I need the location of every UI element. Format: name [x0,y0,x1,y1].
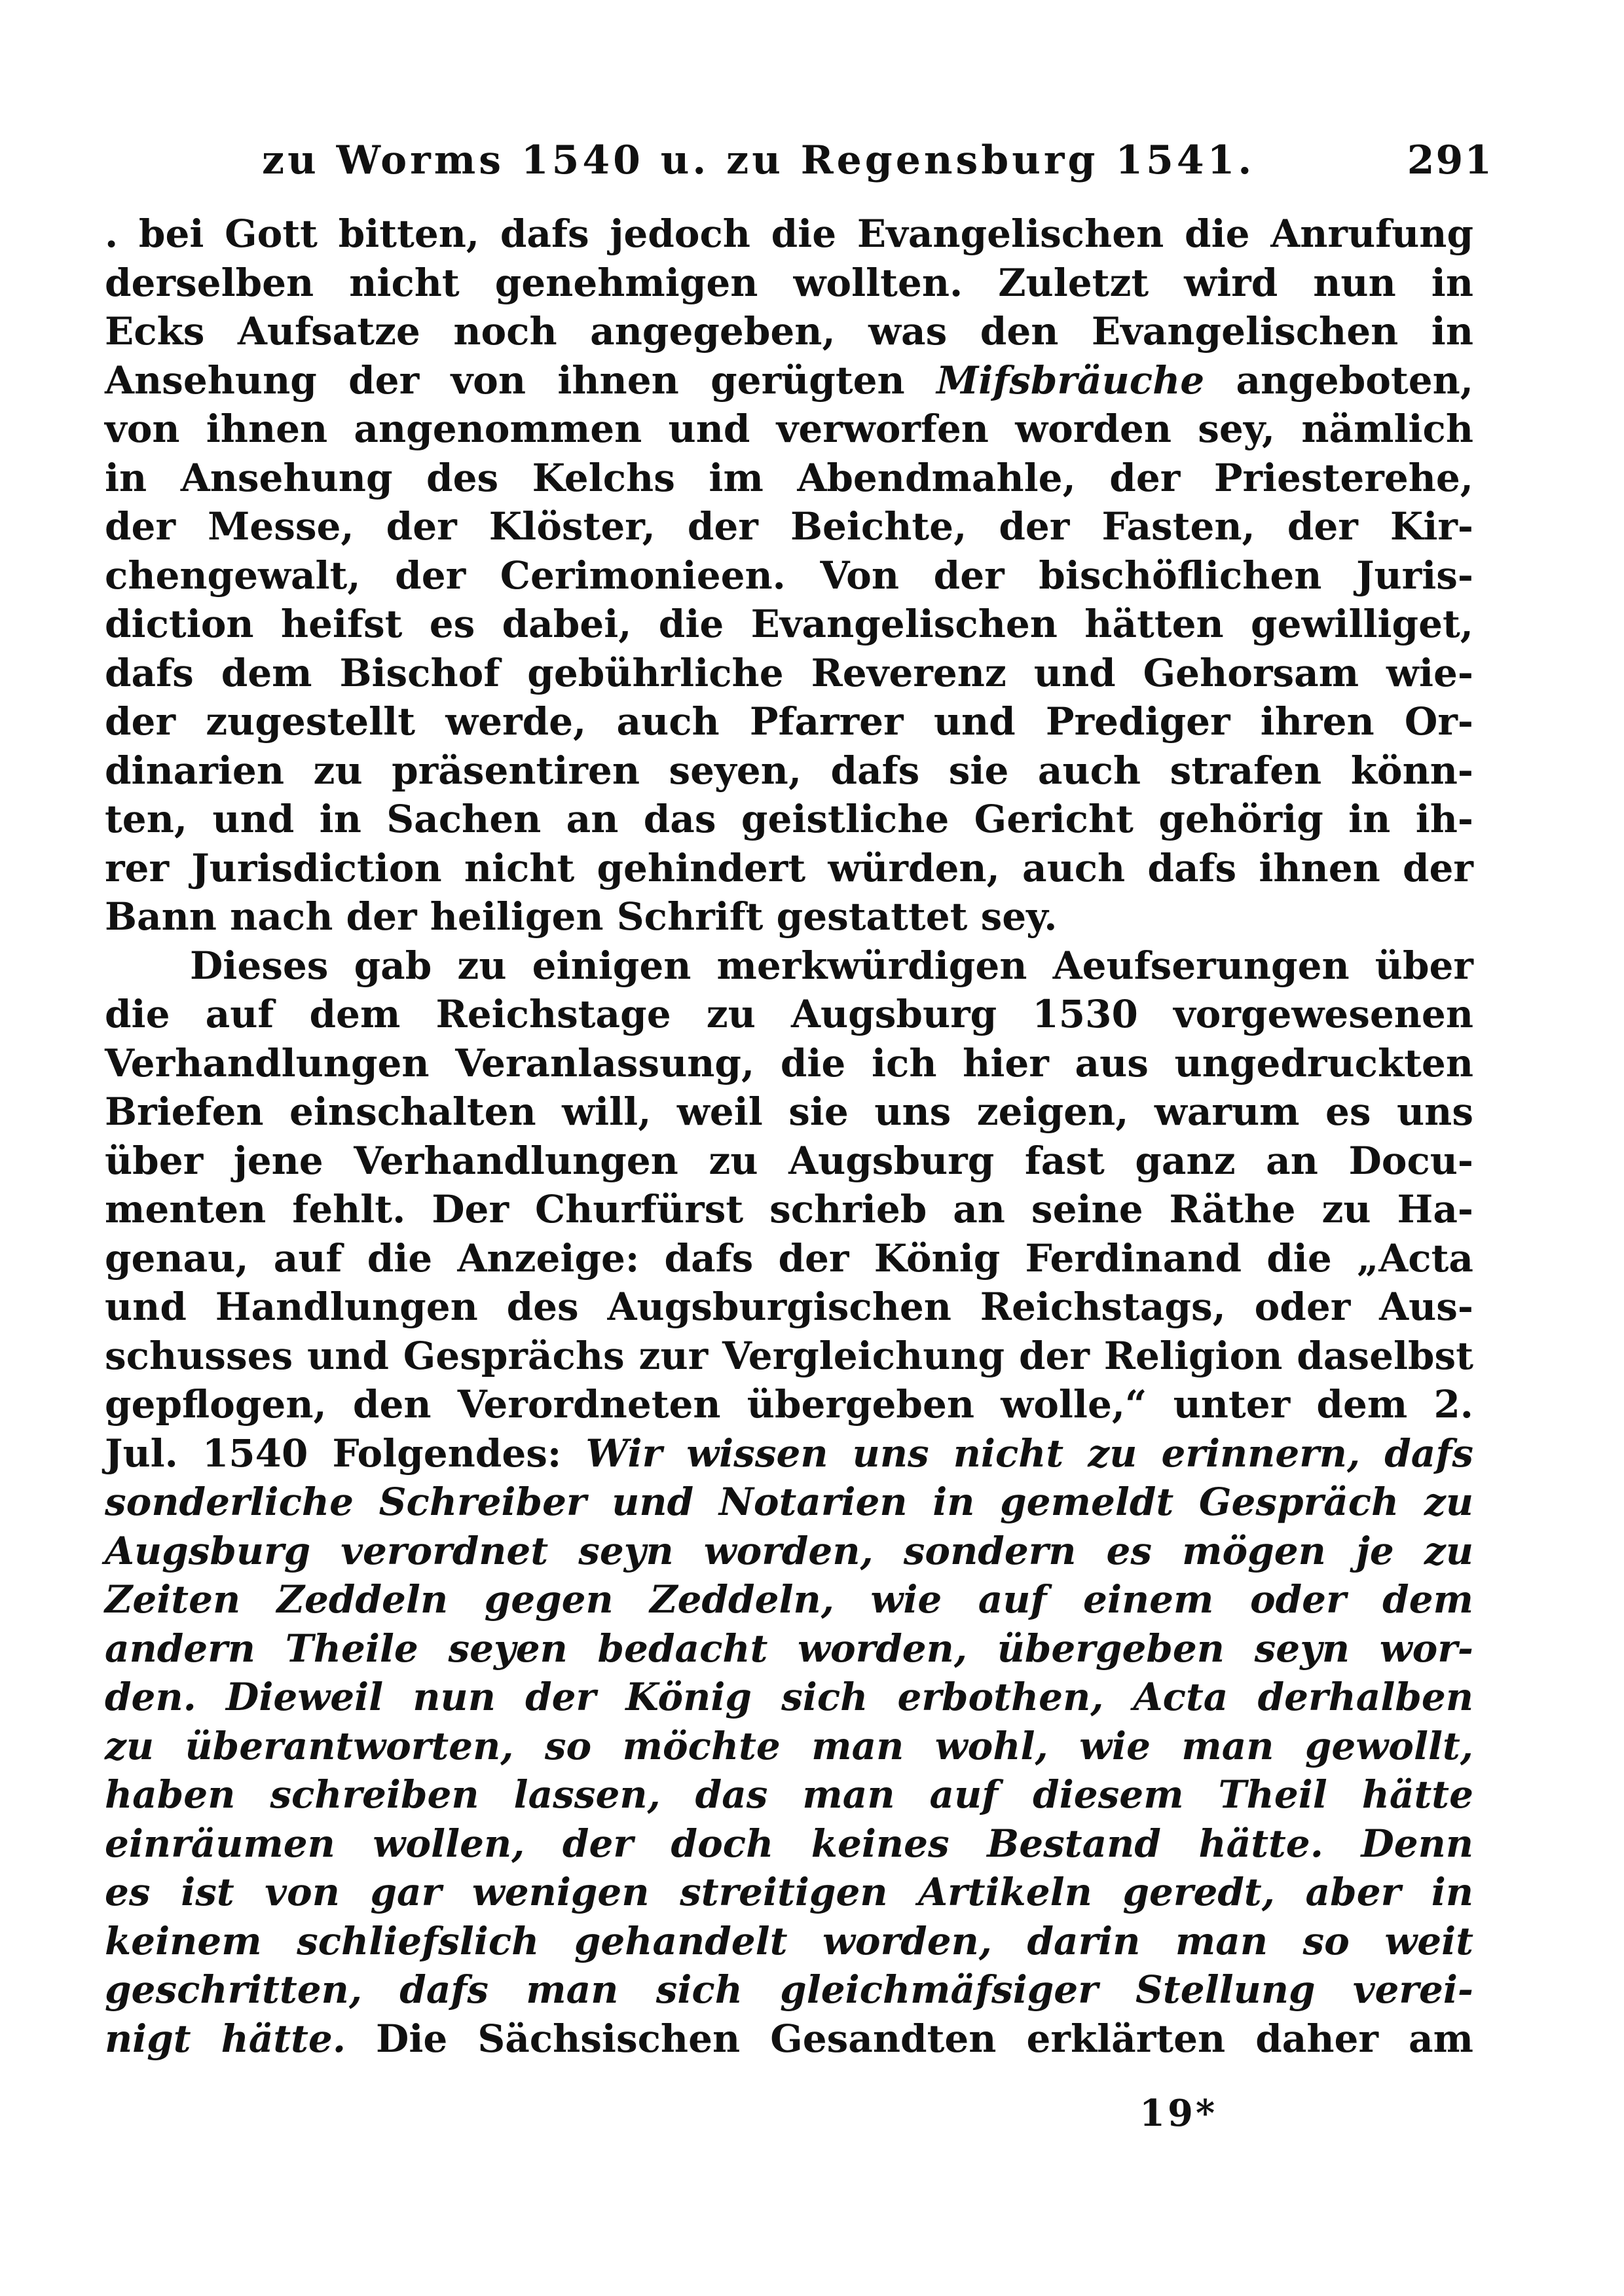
body-text [105,210,1473,2063]
text-segment: chengewalt, der Cerimonieen. Von der bischöflichen Juris- [105,553,1473,598]
text-segment: diction heifst es dabei, die Evangelischen hätten gewilliget, [105,602,1473,646]
paragraph [105,210,1473,941]
text-line [105,941,1473,991]
text-segment: . bei Gott bitten, dafs jedoch die Evangelischen die Anrufung [105,211,1473,256]
text-line [105,1429,1473,1478]
page-header [262,137,1493,196]
italic-text-segment: geschritten, dafs man sich gleichmäfsiger Stellung verei- [105,1967,1473,2012]
text-segment: menten fehlt. Der Churfürst schrieb an seine Räthe zu Ha- [105,1187,1473,1231]
text-line [105,2014,1473,2064]
italic-text-segment: Mifsbräuche [936,357,1205,403]
text-segment: schusses und Gesprächs zur Vergleichung der Religion daselbst [105,1333,1473,1378]
text-line [105,1722,1473,1771]
text-line [105,1478,1473,1527]
page-number: 291 [1407,137,1493,183]
text-line [105,1137,1473,1186]
text-line [105,697,1473,746]
text-line [105,1283,1473,1332]
text-segment: Ansehung der von ihnen gerügten [105,357,937,403]
text-segment: der zugestellt werde, auch Pfarrer und Prediger ihren Or- [105,699,1473,744]
text-segment: die auf dem Reichstage zu Augsburg 1530 vorgewesenen [105,992,1473,1036]
text-line [105,844,1473,893]
text-line [105,405,1473,454]
text-line [105,1575,1473,1624]
text-segment: über jene Verhandlungen zu Augsburg fast ganz an Docu- [105,1138,1473,1183]
text-line [105,356,1473,405]
italic-text-segment: den. Dieweil nun der König sich erbothen, Acta derhalben [105,1675,1473,1719]
italic-text-segment: sonderliche Schreiber und Notarien in gemeldt Gespräch zu [105,1480,1473,1524]
text-line [105,1673,1473,1722]
text-segment: Briefen einschalten will, weil sie uns zeigen, warum es uns [105,1089,1473,1134]
text-line [105,1234,1473,1283]
text-segment: von ihnen angenommen und verworfen worden sey, nämlich [105,407,1473,451]
italic-text-segment: zu überantworten, so möchte man wohl, wie man gewollt, [105,1723,1473,1768]
text-line [105,454,1473,503]
text-line [105,1039,1473,1088]
text-segment: dinarien zu präsentiren seyen, dafs sie auch strafen könn- [105,748,1473,793]
italic-text-segment: nigt hätte. [105,2016,346,2061]
text-line [105,259,1473,308]
text-line [105,1770,1473,1819]
text-line [105,1380,1473,1429]
text-line [105,1087,1473,1137]
italic-text-segment: haben schreiben lassen, das man auf diesem Theil hätte [105,1772,1473,1817]
text-segment: Dieses gab zu einigen merkwürdigen Aeufserungen über [190,943,1473,988]
text-line [105,649,1473,698]
italic-text-segment: es ist von gar wenigen streitigen Artikeln geredt, aber in [105,1870,1473,1914]
text-line [105,1819,1473,1868]
text-segment: rer Jurisdiction nicht gehindert würden, auch dafs ihnen der [105,845,1473,890]
text-segment: gepflogen, den Verordneten übergeben wolle,“ unter dem 2. [105,1382,1473,1427]
text-line [105,307,1473,356]
text-line [105,1868,1473,1917]
text-segment: Jul. 1540 Folgendes: [105,1430,586,1476]
text-line [105,1965,1473,2014]
text-segment: in Ansehung des Kelchs im Abendmahle, der Priesterehe, [105,455,1473,500]
paragraph [105,941,1473,2064]
text-line [105,551,1473,600]
italic-text-segment: Zeiten Zeddeln gegen Zeddeln, wie auf einem oder dem [105,1577,1473,1622]
italic-text-segment: einräumen wollen, der doch keines Bestand hätte. Denn [105,1821,1473,1866]
text-line [105,1332,1473,1381]
text-line [105,1917,1473,1966]
text-line [105,1527,1473,1576]
text-segment: ten, und in Sachen an das geistliche Gericht gehörig in ih- [105,797,1473,841]
text-segment: genau, auf die Anzeige: dafs der König Ferdinand die „Acta [105,1235,1473,1281]
italic-text-segment: andern Theile seyen bedacht worden, übergeben seyn wor- [105,1626,1473,1671]
text-segment: der Messe, der Klöster, der Beichte, der Fasten, der Kir- [105,504,1473,549]
text-line [105,502,1473,551]
text-line [105,795,1473,844]
italic-text-segment: Augsburg verordnet seyn worden, sondern es mögen je zu [105,1528,1473,1573]
text-line [105,1624,1473,1673]
text-segment: dafs dem Bischof gebührliche Reverenz und Gehorsam wie- [105,650,1473,695]
signature-mark: 19* [1139,2092,1218,2135]
italic-text-segment: keinem schliefslich gehandelt worden, darin man so weit [105,1918,1473,1963]
text-segment: Die Sächsischen Gesandten erklärten daher am [346,2016,1473,2061]
text-segment: derselben nicht genehmigen wollten. Zuletzt wird nun in [105,260,1473,305]
text-line [105,210,1473,259]
text-segment: und Handlungen des Augsburgischen Reichstags, oder Aus- [105,1285,1473,1329]
text-line [105,892,1473,941]
text-segment: Ecks Aufsatze noch angegeben, was den Evangelischen in [105,309,1473,354]
text-segment: Bann nach der heiligen Schrift gestattet sey. [105,894,1058,939]
text-segment: angeboten, [1204,357,1473,403]
running-title: zu Worms 1540 u. zu Regensburg 1541. [262,137,1255,183]
text-segment: Verhandlungen Veranlassung, die ich hier aus ungedruckten [105,1040,1473,1085]
text-line [105,990,1473,1039]
text-line [105,600,1473,649]
italic-text-segment: Wir wissen uns nicht zu erinnern, dafs [585,1430,1473,1476]
text-line [105,746,1473,795]
text-line [105,1185,1473,1234]
